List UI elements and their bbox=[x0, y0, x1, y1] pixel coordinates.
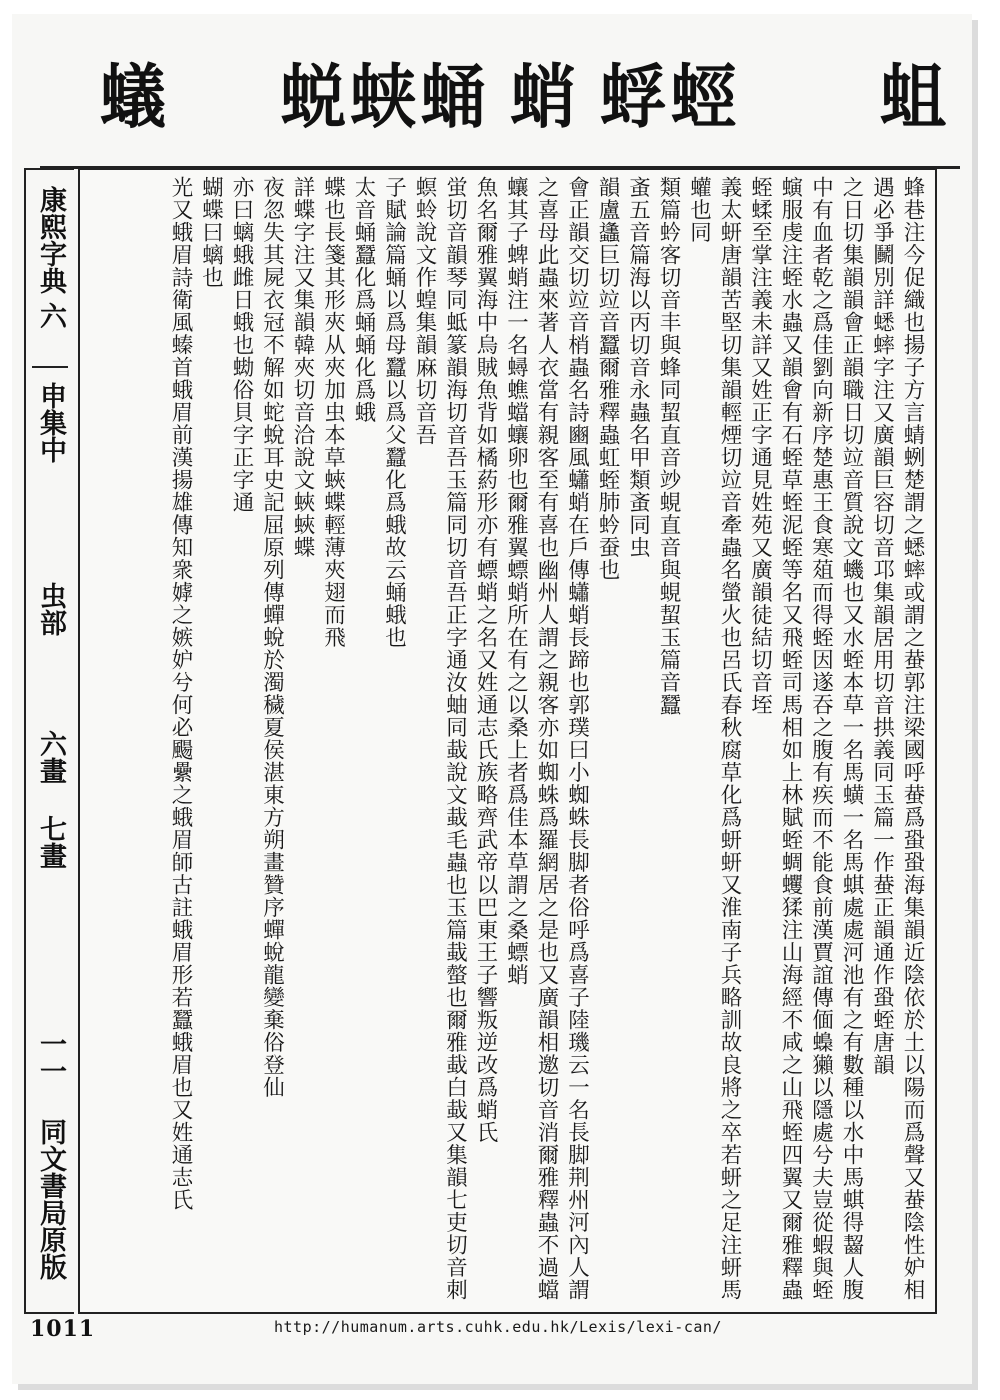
dictionary-body bbox=[86, 176, 927, 1304]
entry-paragraph: 蝶也長箋其形夾从夾加虫本草蛺蝶輕薄夾翅而飛 bbox=[320, 176, 346, 649]
spine-strokes: 六畫 七畫 bbox=[35, 730, 66, 869]
entry-paragraph: 韻盧蠭巨切竝音蠶爾雅釋蟲虹蛭肺蚙蚕也 bbox=[595, 176, 620, 581]
entry-paragraph: 會正韻交切竝音梢蟲名詩豳風蠨蛸在戶傳蠨蛸長蹄也郭璞曰小蜘蛛長脚者俗呼爲喜子陸璣云一名長脚荆州河內人謂之喜母此蟲來著人衣當有親客至有喜也幽州人謂之親客亦如蜘蛛爲羅網居之是也又廣韻相邀切音消爾雅釋蟲不過蟷蠰其子蜱蛸注一名蟳蟭蟷蠰卵也爾雅翼螵蛸所在有之以桑上者爲佳本草謂之桑螵蛸 bbox=[503, 176, 590, 1301]
spine-page-label: 一一 bbox=[35, 1030, 66, 1084]
spine-publisher: 同文書局原版 bbox=[35, 1118, 66, 1280]
spine-book-title: 康熙字典 bbox=[35, 186, 66, 294]
entry-paragraph: 蛍切音韻琴同蚳篆韻海切音吾玉篇同切音吾正字通汝蚰同蛓說文蛓毛蟲也玉篇蛓螫也爾雅蛓白蛓又集韻七吏切音刺 bbox=[442, 176, 468, 1301]
entry-paragraph: 類篇蚙客切音丰與蜂同蛪直音竗蜆直音與蜆蛪玉篇音蠶 bbox=[656, 176, 681, 716]
entry-paragraph: 詳蝶字注又集韻韓夾切音洽說文蛺蛺蝶 bbox=[290, 176, 315, 559]
dictionary-text-frame bbox=[78, 168, 937, 1314]
entry-paragraph: 太音蛹蠶化爲蛹蛹化爲蛾 bbox=[351, 176, 376, 424]
entry-paragraph: 之日切集韻韻會正韻職日切竝音質說文蟣也又水蛭本草一名馬蟥一名馬蜞處處河池有之有數種以水中馬蜞得齧人腹中有血者乾之爲佳劉向新序楚惠王食寒葅而得蛭因遂吞之腹有疾而不能食前漢賈誼傳偭蟂獺以隱處兮夫豈從蝦與蛭螾服虔注蛭水蟲又韻會有石蛭草蛭泥蛭等名又飛蛭司馬相如上林賦蛭蜩蠼猱注山海經不咸之山飛蛭四翼又爾雅釋蟲蛭蝚至掌注義未詳又姓正字通見姓苑又廣韻徒結切音垤 bbox=[747, 176, 864, 1301]
page-number: 1011 bbox=[30, 1316, 96, 1342]
entry-paragraph: 魚名爾雅翼海中烏賊魚背如橘葯形亦有螵蛸之名又姓通志氏族略齊武帝以巴東王子響叛逆改爲蛸氏 bbox=[473, 176, 498, 1144]
seal-glyph-group-2: 蜕蛱蛹 bbox=[280, 56, 490, 138]
source-url-link[interactable]: http://humanum.arts.cuhk.edu.hk/Lexis/lexi-can/ bbox=[274, 1318, 722, 1336]
entry-paragraph: 蝴蝶曰螭也 bbox=[198, 176, 224, 289]
entry-paragraph: 義太蚈唐韻苦堅切集韻輕煙切竝音牽蟲名螢火也呂氏春秋腐草化爲蚈蚈又淮南子兵略訓故良將之卒若蚈之足注蚈馬蠸也同 bbox=[686, 176, 742, 1301]
entry-paragraph: 螟蛉說文作蝗集韻麻切音吾 bbox=[412, 176, 437, 446]
entry-paragraph: 夜忽失其屍衣冠不解如蛇蛻耳史記屈原列傳蟬蛻於濁穢夏侯湛東方朔畫贊序蟬蛻龍變棄俗登仙 bbox=[259, 176, 285, 1099]
spine-separator bbox=[32, 366, 68, 368]
entry-paragraph: 蜂巷注今促織也揚子方言蜻蛚楚謂之蟋蟀或謂之蛬郭注梁國呼蛬爲蛩蛩海集韻近陰依於土以陽而爲聲又蛬陰性妒相遇必爭鬭別詳蟋蟀字注又廣韻巨容切音邛集韻居用切音拱義同玉篇一作蛬正韻通作蛩蛭唐韻 bbox=[869, 176, 925, 1301]
entry-paragraph: 亦曰螭蛾雌日蛾也蜐俗貝字正字通 bbox=[229, 176, 254, 514]
entry-paragraph: 子賦論篇蛹以爲母蠶以爲父蠶化爲蛾故云蛹蛾也 bbox=[381, 176, 407, 649]
seal-script-header bbox=[40, 42, 970, 152]
spine-radical: 虫部 bbox=[35, 582, 66, 636]
spine-collection: 申集中 bbox=[35, 382, 66, 463]
seal-glyph-group-1: 蟻 bbox=[100, 56, 170, 138]
seal-glyph-group-4: 蜉蛵 bbox=[600, 56, 740, 138]
entry-paragraph: 蚉五音篇海以丙切音永蟲名甲類蚉同虫 bbox=[625, 176, 651, 559]
spine-column bbox=[24, 168, 74, 1314]
seal-glyph-group-5: 蛆 bbox=[880, 56, 950, 138]
seal-glyph-group-3: 蛸 bbox=[510, 56, 580, 138]
spine-volume: 六 bbox=[35, 302, 66, 329]
entry-paragraph: 光又蛾眉詩衛風螓首蛾眉前漢揚雄傳知衆嫭之嫉妒兮何必颺纍之蛾眉師古註蛾眉形若蠶蛾眉也又姓通志氏 bbox=[168, 176, 193, 1211]
